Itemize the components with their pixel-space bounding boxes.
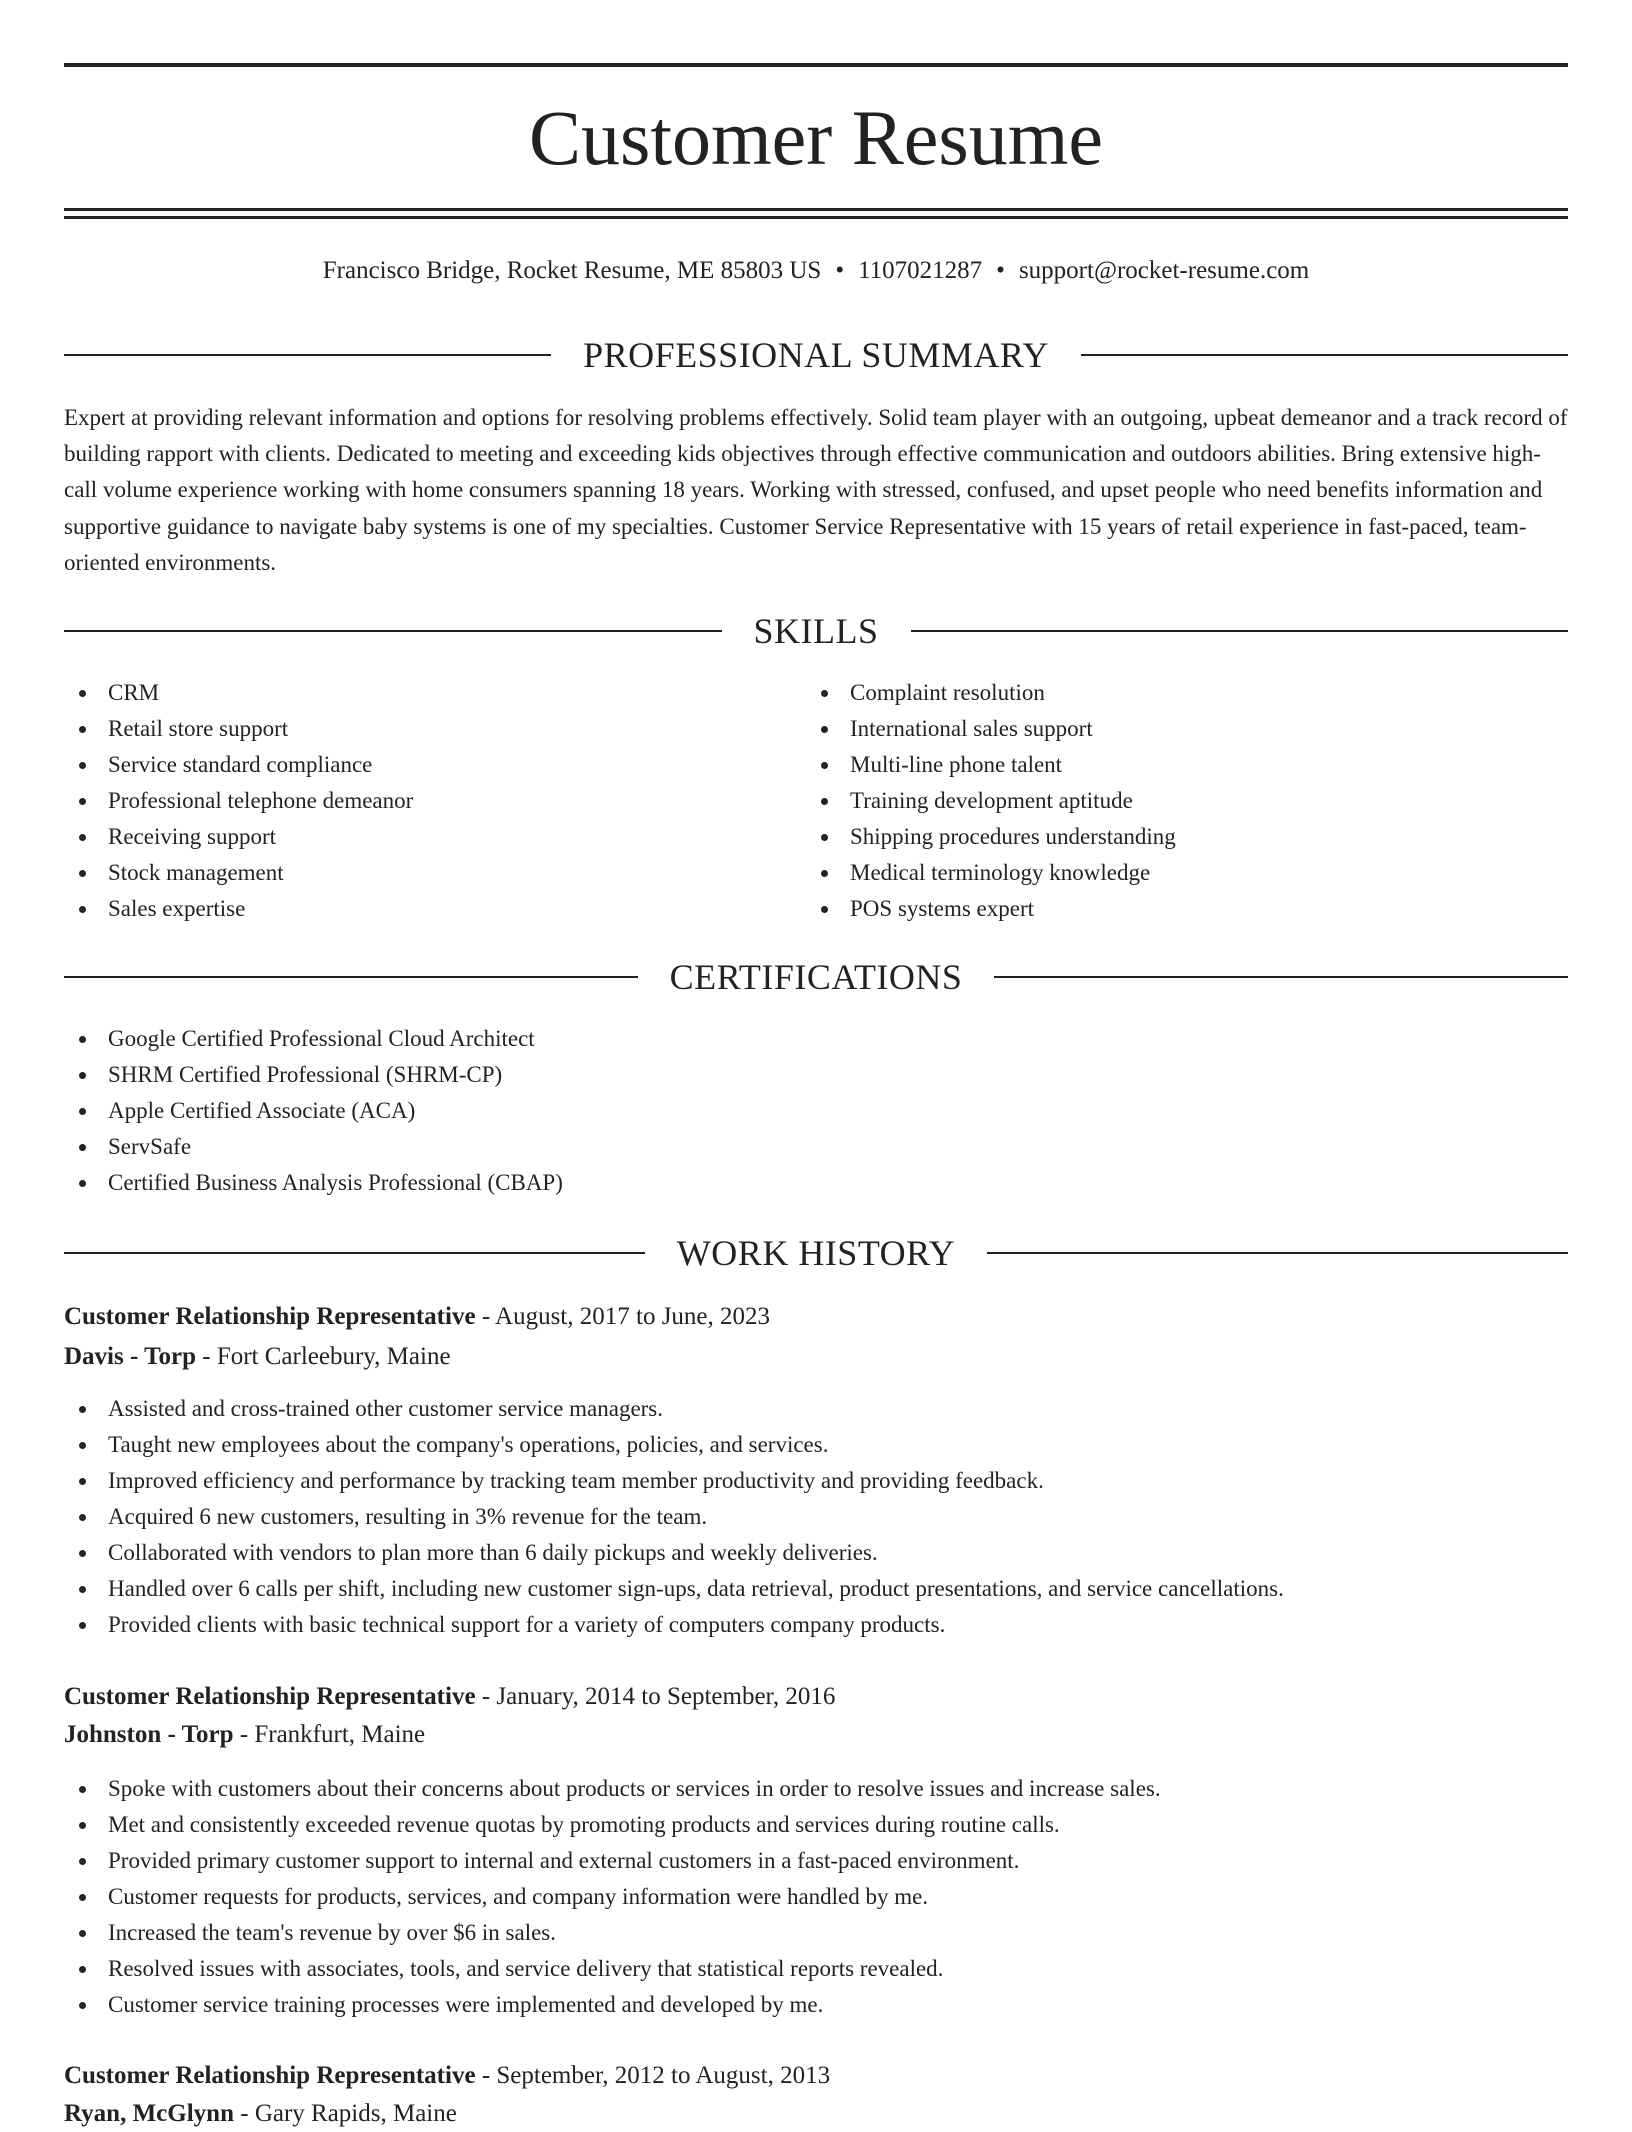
job-bullet: Spoke with customers about their concerns about products or services in order to resolve issues and increase sales.: [64, 1771, 1568, 1807]
summary-section-header: [64, 333, 1568, 377]
job-company-line: Johnston - Torp - Frankfurt, Maine: [64, 1721, 426, 1748]
skill-item: Medical terminology knowledge: [806, 855, 1546, 891]
header-top-rule: [64, 63, 1568, 67]
job-bullet: Provided clients with basic technical support for a variety of computers company products.: [64, 1607, 1568, 1643]
job-bullets: [64, 1771, 1568, 2023]
skill-item: Multi-line phone talent: [806, 747, 1546, 783]
skill-item: Retail store support: [64, 711, 804, 747]
job-location: Frankfurt, Maine: [254, 1721, 426, 1748]
certification-item: Certified Business Analysis Professional (CBAP): [64, 1165, 1568, 1201]
skills-section-header: [64, 609, 1568, 653]
contact-line: [64, 254, 1568, 288]
job-company-line: Ryan, McGlynn - Gary Rapids, Maine: [64, 2100, 457, 2127]
job-bullet: Provided primary customer support to internal and external customers in a fast-paced environment.: [64, 1843, 1568, 1879]
job-bullet: Customer service training processes were implemented and developed by me.: [64, 1987, 1568, 2023]
work-history-heading: WORK HISTORY: [676, 1233, 956, 1273]
job-title-line: Customer Relationship Representative - September, 2012 to August, 2013: [64, 2062, 831, 2089]
job-dates: January, 2014 to September, 2016: [496, 1683, 836, 1710]
job-company-line: Davis - Torp - Fort Carleebury, Maine: [64, 1343, 451, 1370]
contact-separator: •: [996, 257, 1005, 284]
contact-address: Francisco Bridge, Rocket Resume, ME 85803 US: [322, 257, 822, 284]
contact-phone: 1107021287: [858, 257, 983, 284]
job-bullet: Improved efficiency and performance by tracking team member productivity and providing feedback.: [64, 1463, 1568, 1499]
skill-item: Training development aptitude: [806, 783, 1546, 819]
header-bottom-rule-1: [64, 208, 1568, 211]
job-title: Customer Relationship Representative: [64, 1683, 476, 1710]
section-rule-right: [987, 1252, 1568, 1254]
work-history-section-header: [64, 1231, 1568, 1275]
summary-text: Expert at providing relevant information and options for resolving problems effectively. Solid team player with an outgoing, upbeat demeanor and a track record of building rapport with clients. Dedicated to meeting and exceeding kids objectives through effective communication and outdoors abilities. Bring extensive high-call volume experience working with home consumers spanning 18 years. Working with stressed, confused, and upset people who need benefits information and supportive guidance to navigate baby systems is one of my specialties. Customer Service Representative with 15 years of retail experience in fast-paced, team-oriented environments.: [64, 405, 1568, 575]
job-bullet: Customer requests for products, services, and company information were handled by me.: [64, 1879, 1568, 1915]
certifications-section-header: [64, 955, 1568, 999]
job-bullet: Collaborated with vendors to plan more than 6 daily pickups and weekly deliveries.: [64, 1535, 1568, 1571]
job-bullet: Increased the team's revenue by over $6 in sales.: [64, 1915, 1568, 1951]
section-rule-right: [994, 976, 1568, 978]
job-bullet: Acquired 6 new customers, resulting in 3% revenue for the team.: [64, 1499, 1568, 1535]
contact-separator: •: [835, 257, 845, 284]
certification-item: SHRM Certified Professional (SHRM-CP): [64, 1057, 1568, 1093]
skill-item: Stock management: [64, 855, 804, 891]
skill-item: Shipping procedures understanding: [806, 819, 1546, 855]
certifications-heading: CERTIFICATIONS: [669, 957, 963, 997]
job-title: Customer Relationship Representative: [64, 1303, 476, 1330]
job-company: Davis - Torp: [64, 1343, 196, 1370]
job-bullet: Taught new employees about the company's operations, policies, and services.: [64, 1427, 1568, 1463]
job-bullet: Assisted and cross-trained other customer service managers.: [64, 1391, 1568, 1427]
section-rule-left: [64, 630, 722, 632]
certification-item: ServSafe: [64, 1129, 1568, 1165]
job-company: Ryan, McGlynn: [64, 2100, 234, 2127]
section-rule-right: [1081, 354, 1568, 356]
section-rule-right: [911, 630, 1569, 632]
job-bullet: Resolved issues with associates, tools, and service delivery that statistical reports revealed.: [64, 1951, 1568, 1987]
job-title-line: Customer Relationship Representative - January, 2014 to September, 2016: [64, 1683, 836, 1710]
skill-item: POS systems expert: [806, 891, 1546, 927]
job-location: Gary Rapids, Maine: [254, 2100, 457, 2127]
certifications-list: [64, 1021, 1568, 1201]
skill-item: Sales expertise: [64, 891, 804, 927]
skill-item: Receiving support: [64, 819, 804, 855]
job-dates: August, 2017 to June, 2023: [495, 1303, 771, 1330]
job-dates: September, 2012 to August, 2013: [496, 2062, 831, 2089]
job-location: Fort Carleebury, Maine: [216, 1343, 451, 1370]
skill-item: Professional telephone demeanor: [64, 783, 804, 819]
contact-email[interactable]: support@rocket-resume.com: [1018, 257, 1310, 284]
skill-item: International sales support: [806, 711, 1546, 747]
summary-heading: PROFESSIONAL SUMMARY: [583, 335, 1049, 375]
section-rule-left: [64, 1252, 645, 1254]
skills-heading: SKILLS: [753, 611, 879, 651]
skills-list-left: [64, 675, 804, 927]
job-bullets: [64, 1391, 1568, 1643]
job-company: Johnston - Torp: [64, 1721, 234, 1748]
skills-list-right: [806, 675, 1546, 927]
certification-item: Google Certified Professional Cloud Architect: [64, 1021, 1568, 1057]
job-bullet: Met and consistently exceeded revenue quotas by promoting products and services during routine calls.: [64, 1807, 1568, 1843]
header-bottom-rule-2: [64, 216, 1568, 219]
resume-title: Customer Resume: [528, 94, 1104, 181]
skill-item: Complaint resolution: [806, 675, 1546, 711]
section-rule-left: [64, 976, 638, 978]
section-rule-left: [64, 354, 551, 356]
job-title-line: Customer Relationship Representative - August, 2017 to June, 2023: [64, 1303, 771, 1330]
job-bullet: Handled over 6 calls per shift, including new customer sign-ups, data retrieval, product presentations, and service cancellations.: [64, 1571, 1568, 1607]
certification-item: Apple Certified Associate (ACA): [64, 1093, 1568, 1129]
job-title: Customer Relationship Representative: [64, 2062, 476, 2089]
skill-item: Service standard compliance: [64, 747, 804, 783]
skill-item: CRM: [64, 675, 804, 711]
